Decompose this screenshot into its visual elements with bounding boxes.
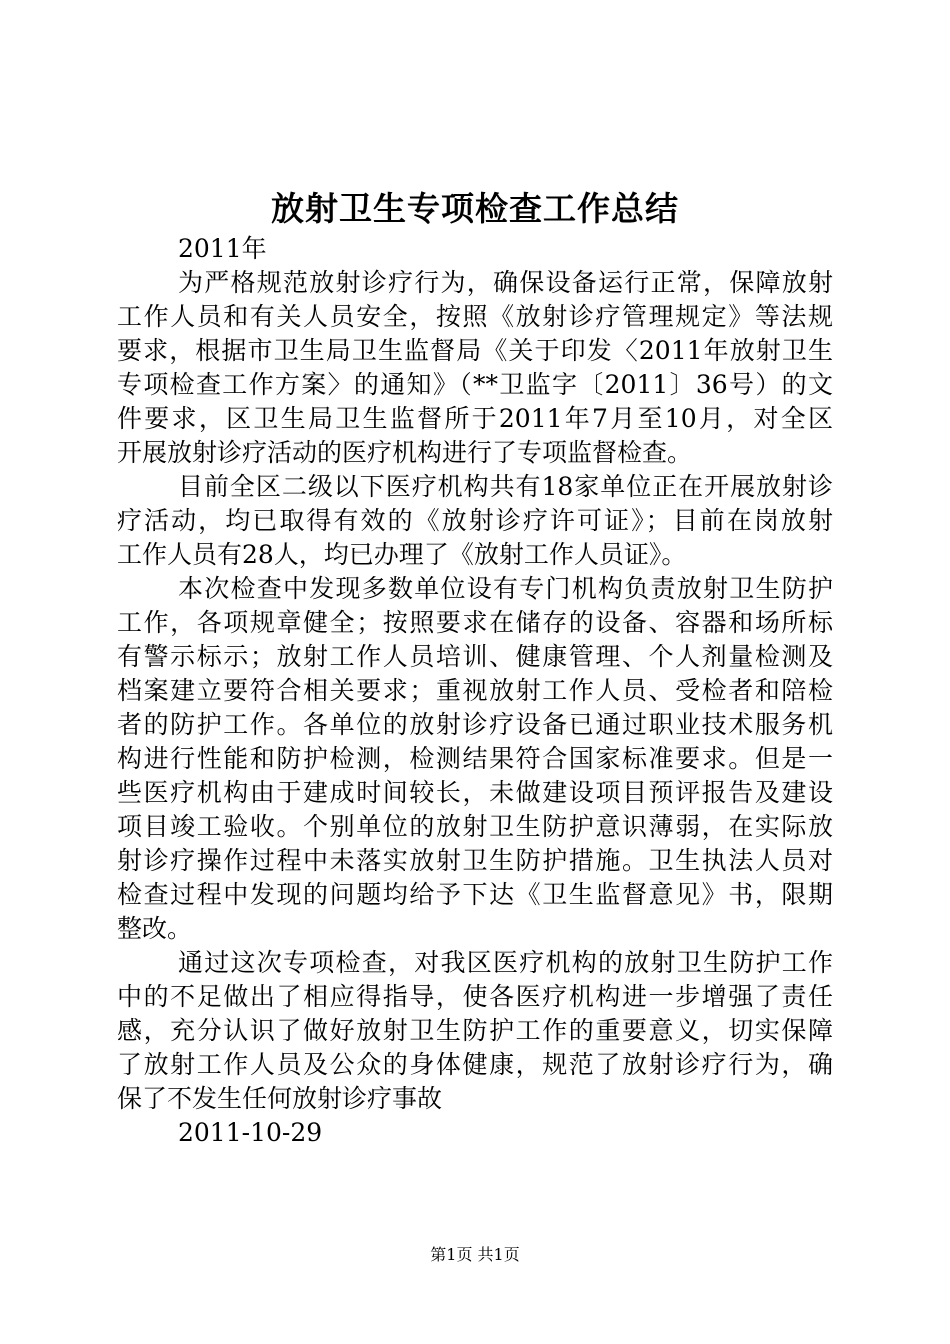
body-line: 些医疗机构由于建成时间较长，未做建设项目预评报告及建设 [117, 778, 833, 807]
body-line: 疗活动，均已取得有效的《放射诊疗许可证》；目前在岗放射 [117, 506, 833, 535]
body-line: 2011年 [178, 234, 267, 263]
body-line: 工作人员和有关人员安全，按照《放射诊疗管理规定》等法规 [117, 302, 833, 331]
body-line: 整改。 [117, 914, 193, 943]
body-line: 者的防护工作。各单位的放射诊疗设备已通过职业技术服务机 [117, 710, 833, 739]
body-line: 中的不足做出了相应得指导，使各医疗机构进一步增强了责任 [117, 982, 833, 1011]
body-line: 本次检查中发现多数单位设有专门机构负责放射卫生防护 [178, 574, 833, 603]
body-line: 专项检查工作方案〉的通知》（**卫监字〔2011〕36号）的文 [117, 370, 833, 399]
body-line: 射诊疗操作过程中未落实放射卫生防护措施。卫生执法人员对 [117, 846, 833, 875]
body-line: 感，充分认识了做好放射卫生防护工作的重要意义，切实保障 [117, 1016, 833, 1045]
body-line: 通过这次专项检查，对我区医疗机构的放射卫生防护工作 [178, 948, 833, 977]
body-line: 了放射工作人员及公众的身体健康，规范了放射诊疗行为，确 [117, 1050, 833, 1079]
document-body [117, 232, 833, 1150]
body-line: 件要求，区卫生局卫生监督所于2011年7月至10月，对全区 [117, 404, 833, 433]
page-footer: 第1页 共1页 [430, 1245, 520, 1264]
body-line: 要求，根据市卫生局卫生监督局《关于印发〈2011年放射卫生 [117, 336, 833, 365]
body-line: 保了不发生任何放射诊疗事故 [117, 1084, 443, 1113]
body-line: 2011-10-29 [178, 1118, 323, 1147]
body-line: 档案建立要符合相关要求；重视放射工作人员、受检者和陪检 [117, 676, 833, 705]
body-line: 项目竣工验收。个别单位的放射卫生防护意识薄弱，在实际放 [117, 812, 833, 841]
body-line: 开展放射诊疗活动的医疗机构进行了专项监督检查。 [117, 438, 693, 467]
body-line: 检查过程中发现的问题均给予下达《卫生监督意见》书，限期 [117, 880, 833, 909]
body-line: 有警示标示；放射工作人员培训、健康管理、个人剂量检测及 [117, 642, 833, 671]
body-line: 目前全区二级以下医疗机构共有18家单位正在开展放射诊 [178, 472, 833, 501]
body-line: 构进行性能和防护检测，检测结果符合国家标准要求。但是一 [117, 744, 833, 773]
body-line: 为严格规范放射诊疗行为，确保设备运行正常，保障放射 [178, 268, 833, 297]
body-line: 工作人员有28人，均已办理了《放射工作人员证》。 [117, 540, 687, 569]
body-line: 工作，各项规章健全；按照要求在储存的设备、容器和场所标 [117, 608, 833, 637]
document-title: 放射卫生专项检查工作总结 [271, 189, 679, 228]
